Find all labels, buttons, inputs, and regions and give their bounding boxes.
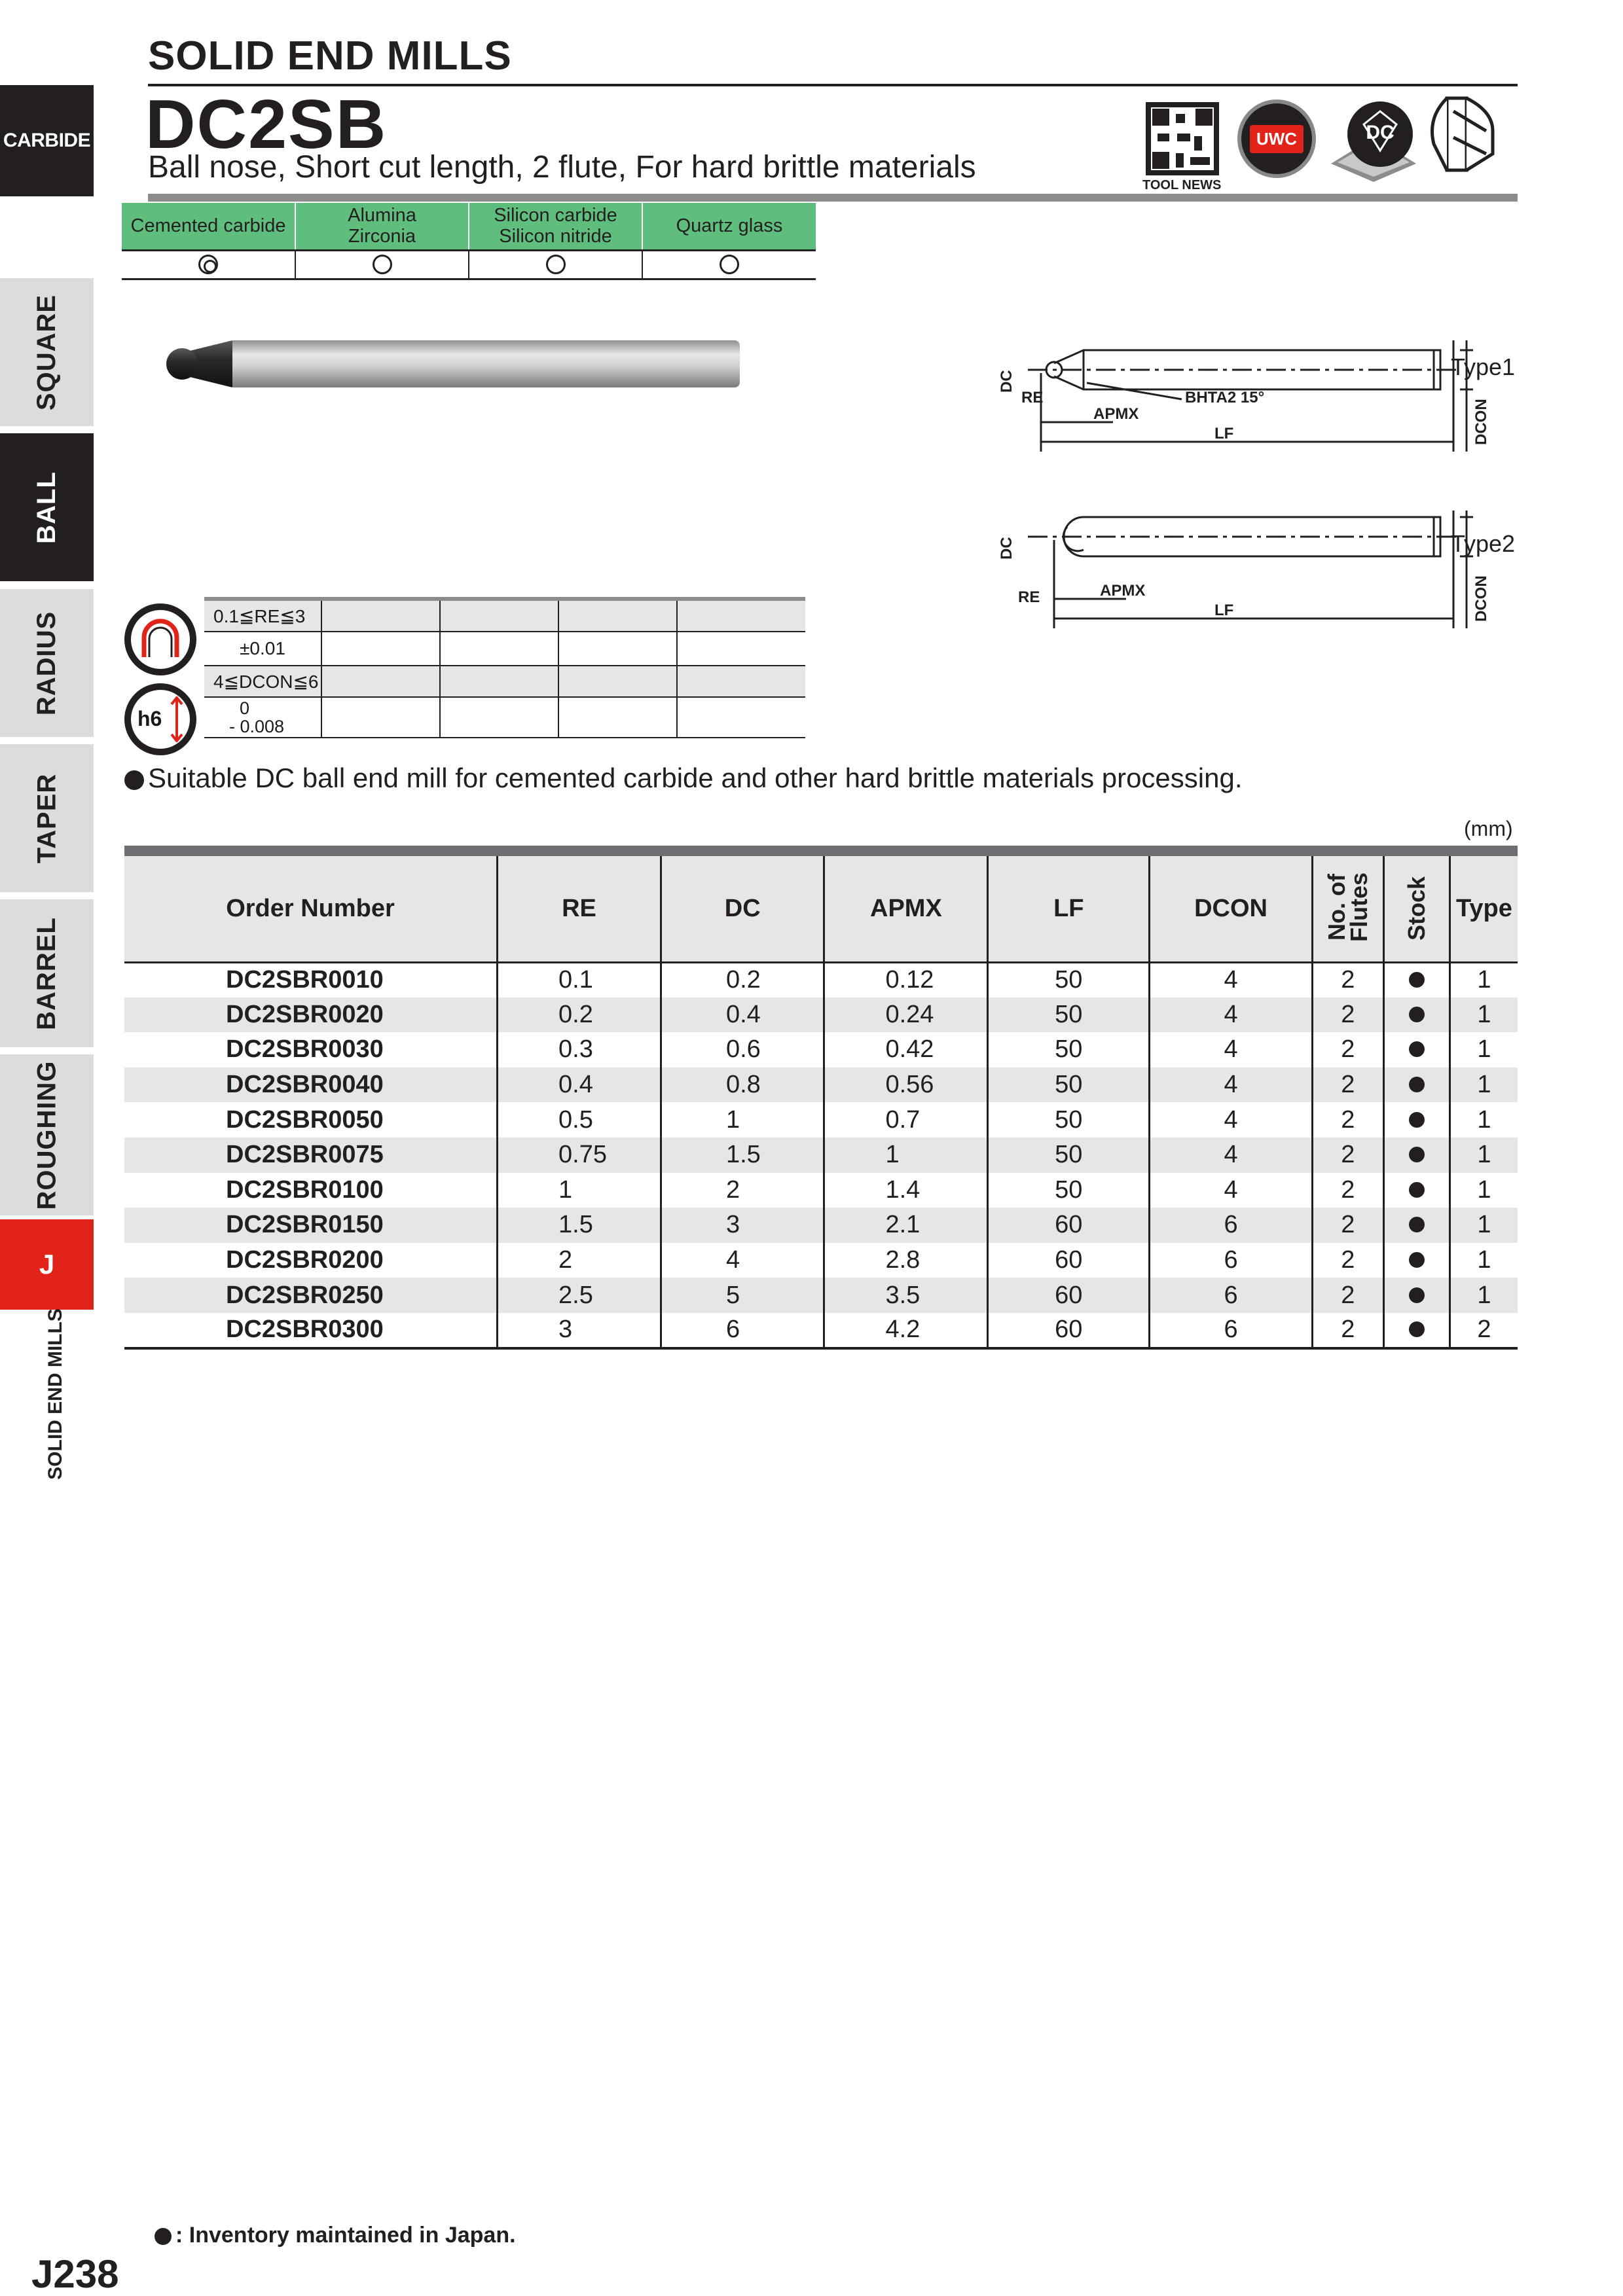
cell-re: 2 <box>498 1243 661 1278</box>
cell-order: DC2SBR0030 <box>124 1032 498 1067</box>
cell-dcon: 4 <box>1150 1173 1313 1208</box>
cell-type: 1 <box>1450 1067 1518 1103</box>
cell-lf: 50 <box>988 1032 1150 1067</box>
cell-type: 1 <box>1450 1208 1518 1243</box>
dcon-tolerance-row: 0 - 0.008 <box>204 698 805 738</box>
cell-flutes: 2 <box>1312 997 1383 1033</box>
product-table <box>124 846 1518 1350</box>
cell-dc: 0.2 <box>661 962 824 997</box>
table-row <box>124 1208 1518 1243</box>
col-stock: Stock <box>1383 856 1450 962</box>
page-number: J238 <box>31 2252 119 2296</box>
table-row <box>124 1278 1518 1313</box>
col-re: RE <box>498 856 661 962</box>
svg-text:LF: LF <box>1214 425 1234 442</box>
cell-dcon: 6 <box>1150 1313 1313 1348</box>
category-title: SOLID END MILLS <box>148 33 512 79</box>
tab-carbide[interactable]: CARBIDE <box>0 85 94 196</box>
tab-ball[interactable]: BALL <box>0 433 94 584</box>
cell-type: 2 <box>1450 1313 1518 1348</box>
cell-stock <box>1383 1138 1450 1173</box>
cell-flutes: 2 <box>1312 962 1383 997</box>
svg-text:RE: RE <box>1018 588 1040 606</box>
stock-dot-icon <box>1409 1041 1425 1057</box>
cell-apmx: 3.5 <box>824 1278 988 1313</box>
cell-order: DC2SBR0200 <box>124 1243 498 1278</box>
cell-order: DC2SBR0075 <box>124 1138 498 1173</box>
cell-order: DC2SBR0020 <box>124 997 498 1033</box>
cell-re: 0.4 <box>498 1067 661 1103</box>
cell-re: 2.5 <box>498 1278 661 1313</box>
cell-lf: 60 <box>988 1278 1150 1313</box>
svg-text:DC: DC <box>998 370 1015 393</box>
rating-cell <box>122 250 295 279</box>
cell-type: 1 <box>1450 1138 1518 1173</box>
model-subtitle: Ball nose, Short cut length, 2 flute, For hard brittle materials <box>148 150 976 185</box>
cell-order: DC2SBR0100 <box>124 1173 498 1208</box>
cell-order: DC2SBR0300 <box>124 1313 498 1348</box>
cell-lf: 60 <box>988 1243 1150 1278</box>
tab-roughing[interactable]: ROUGHING <box>0 1054 94 1218</box>
table-row <box>124 1032 1518 1067</box>
cell-stock <box>1383 997 1450 1033</box>
svg-text:DCON: DCON <box>1472 399 1490 445</box>
type2-drawing <box>989 504 1499 635</box>
cell-apmx: 1 <box>824 1138 988 1173</box>
cell-dc: 1.5 <box>661 1138 824 1173</box>
cell-dcon: 4 <box>1150 1067 1313 1103</box>
cell-dcon: 6 <box>1150 1243 1313 1278</box>
feature-note: Suitable DC ball end mill for cemented carbide and other hard brittle materials processing. <box>124 762 1243 794</box>
cell-lf: 50 <box>988 1138 1150 1173</box>
stock-dot-icon <box>1409 1321 1425 1337</box>
cell-dc: 4 <box>661 1243 824 1278</box>
svg-text:BHTA2 15°: BHTA2 15° <box>1185 389 1265 406</box>
cell-type: 1 <box>1477 1175 1491 1204</box>
uwc-badge-icon: UWC <box>1237 99 1316 178</box>
re-tolerance-row: ±0.01 <box>204 632 805 666</box>
cell-dcon: 4 <box>1150 1102 1313 1138</box>
type2-label: Type2 <box>1451 530 1516 557</box>
cell-flutes: 2 <box>1312 1102 1383 1138</box>
cell-dc: 1 <box>661 1102 824 1138</box>
cell-flutes: 2 <box>1312 1067 1383 1103</box>
cell-stock <box>1383 1278 1450 1313</box>
svg-text:LF: LF <box>1214 601 1234 619</box>
cell-apmx: 1.4 <box>824 1173 988 1208</box>
two-flute-icon <box>1427 92 1499 177</box>
cell-flutes: 2 <box>1312 1208 1383 1243</box>
cell-apmx: 4.2 <box>824 1313 988 1348</box>
cell-lf: 60 <box>988 1208 1150 1243</box>
cell-lf: 50 <box>988 997 1150 1033</box>
cell-re: 0.1 <box>498 962 661 997</box>
cell-dc: 0.6 <box>661 1032 824 1067</box>
cell-stock <box>1383 1067 1450 1103</box>
col-order-number: Order Number <box>124 856 498 962</box>
cell-order: DC2SBR0050 <box>124 1102 498 1138</box>
tolerance-table <box>204 597 805 738</box>
stock-dot-icon <box>1409 1112 1425 1128</box>
cell-re: 0.5 <box>498 1102 661 1138</box>
stock-dot-icon <box>1409 1182 1425 1198</box>
cell-type: 1 <box>1477 1105 1491 1134</box>
material-header: Quartz glass <box>642 203 816 250</box>
cell-flutes: 2 <box>1312 1138 1383 1173</box>
cell-order: DC2SBR0150 <box>124 1208 498 1243</box>
stock-dot-icon <box>1409 1077 1425 1092</box>
circle-icon <box>546 255 566 274</box>
cell-apmx: 0.7 <box>824 1102 988 1138</box>
re-range-row: 0.1≦RE≦3 <box>204 601 805 632</box>
stock-dot-icon <box>1409 1252 1425 1268</box>
svg-text:RE: RE <box>1021 389 1044 406</box>
cell-dc: 2 <box>661 1173 824 1208</box>
table-row <box>124 1173 1518 1208</box>
cell-stock <box>1383 1243 1450 1278</box>
col-dcon: DCON <box>1150 856 1313 962</box>
table-row <box>124 1138 1518 1173</box>
material-header: Alumina Zirconia <box>295 203 469 250</box>
cell-dcon: 6 <box>1150 1278 1313 1313</box>
cell-type: 1 <box>1450 1278 1518 1313</box>
svg-text:DC: DC <box>1366 122 1395 143</box>
cell-type: 1 <box>1477 1035 1491 1064</box>
cell-stock <box>1383 1208 1450 1243</box>
circle-icon <box>720 255 739 274</box>
re-tolerance-icon <box>124 603 196 675</box>
cell-lf: 50 <box>988 1173 1150 1208</box>
cell-order: DC2SBR0010 <box>124 962 498 997</box>
cell-apmx: 0.12 <box>824 962 988 997</box>
type1-drawing <box>989 327 1499 458</box>
dcon-range-row: 4≦DCON≦6 <box>204 666 805 698</box>
cell-stock <box>1383 962 1450 997</box>
cell-dcon: 4 <box>1150 1138 1313 1173</box>
circle-icon <box>373 255 392 274</box>
cell-dc: 5 <box>661 1278 824 1313</box>
cell-dc: 0.4 <box>661 997 824 1033</box>
svg-text:DC: DC <box>998 537 1015 560</box>
cell-re: 3 <box>498 1313 661 1348</box>
cell-stock <box>1383 1313 1450 1348</box>
cell-type: 1 <box>1477 1246 1491 1274</box>
cell-dcon: 4 <box>1150 1032 1313 1067</box>
bullet-icon <box>124 770 144 790</box>
col-dc: DC <box>661 856 824 962</box>
table-row <box>124 1067 1518 1103</box>
cell-re: 1.5 <box>498 1208 661 1243</box>
header-divider <box>148 194 1518 202</box>
cell-type: 1 <box>1477 966 1491 994</box>
cell-type: 1 <box>1450 997 1518 1033</box>
rating-cell <box>295 250 469 279</box>
rating-cell <box>642 250 816 279</box>
tab-radius[interactable]: RADIUS <box>0 589 94 740</box>
stock-dot-icon <box>1409 1287 1425 1303</box>
end-mill-image <box>151 327 753 399</box>
cell-dcon: 6 <box>1150 1208 1313 1243</box>
stock-dot-icon <box>1409 1217 1425 1232</box>
footnote: : Inventory maintained in Japan. <box>155 2223 516 2248</box>
cell-dc: 0.8 <box>661 1067 824 1103</box>
material-table <box>122 203 816 280</box>
cell-stock <box>1383 1032 1450 1067</box>
stock-dot-icon <box>1409 1007 1425 1022</box>
side-section-label: SOLID END MILLS <box>45 1308 66 1480</box>
svg-text:APMX: APMX <box>1093 405 1139 423</box>
cell-apmx: 0.24 <box>824 997 988 1033</box>
cell-stock <box>1383 1102 1450 1138</box>
cell-lf: 50 <box>988 1102 1150 1138</box>
material-header: Cemented carbide <box>122 203 295 250</box>
col-apmx: APMX <box>824 856 988 962</box>
type1-label: Type1 <box>1451 353 1516 380</box>
cell-flutes: 2 <box>1312 1278 1383 1313</box>
col-lf: LF <box>988 856 1150 962</box>
cell-flutes: 2 <box>1312 1313 1383 1348</box>
svg-text:APMX: APMX <box>1100 582 1146 600</box>
cell-order: DC2SBR0040 <box>124 1067 498 1103</box>
col-flutes: No. of Flutes <box>1312 856 1383 962</box>
dc-coating-badge-icon <box>1328 98 1419 183</box>
cell-re: 0.2 <box>498 997 661 1033</box>
tab-square[interactable]: SQUARE <box>0 278 94 429</box>
cell-dcon: 4 <box>1150 997 1313 1033</box>
unit-label: (mm) <box>1464 817 1513 840</box>
cell-lf: 50 <box>988 1067 1150 1103</box>
cell-order: DC2SBR0250 <box>124 1278 498 1313</box>
cell-apmx: 2.1 <box>824 1208 988 1243</box>
cell-apmx: 2.8 <box>824 1243 988 1278</box>
cell-flutes: 2 <box>1312 1243 1383 1278</box>
cell-apmx: 0.56 <box>824 1067 988 1103</box>
cell-re: 0.75 <box>498 1138 661 1173</box>
cell-re: 1 <box>498 1173 661 1208</box>
table-row <box>124 997 1518 1033</box>
cell-lf: 50 <box>988 962 1150 997</box>
rating-cell <box>469 250 642 279</box>
material-header: Silicon carbide Silicon nitride <box>469 203 642 250</box>
table-row <box>124 1313 1518 1348</box>
cell-flutes: 2 <box>1312 1032 1383 1067</box>
cell-dc: 3 <box>661 1208 824 1243</box>
qr-label: TOOL NEWS <box>1142 178 1222 192</box>
cell-dc: 6 <box>661 1313 824 1348</box>
col-type: Type <box>1450 856 1518 962</box>
tab-section-j[interactable]: J <box>0 1219 94 1310</box>
tab-taper[interactable]: TAPER <box>0 744 94 895</box>
h6-tolerance-icon: h6 <box>124 683 196 755</box>
cell-re: 0.3 <box>498 1032 661 1067</box>
stock-dot-icon <box>1409 972 1425 988</box>
stock-bullet-icon <box>155 2228 172 2245</box>
tab-barrel[interactable]: BARREL <box>0 899 94 1050</box>
svg-text:DCON: DCON <box>1472 575 1490 622</box>
table-row <box>124 962 1518 997</box>
cell-lf: 60 <box>988 1313 1150 1348</box>
cell-flutes: 2 <box>1312 1173 1383 1208</box>
table-row <box>124 1102 1518 1138</box>
cell-dcon: 4 <box>1150 962 1313 997</box>
cell-stock <box>1383 1173 1450 1208</box>
model-name: DC2SB <box>145 86 388 163</box>
table-row <box>124 1243 1518 1278</box>
stock-dot-icon <box>1409 1147 1425 1162</box>
cell-apmx: 0.42 <box>824 1032 988 1067</box>
qr-code-icon[interactable] <box>1146 102 1219 175</box>
double-circle-icon <box>198 255 218 274</box>
